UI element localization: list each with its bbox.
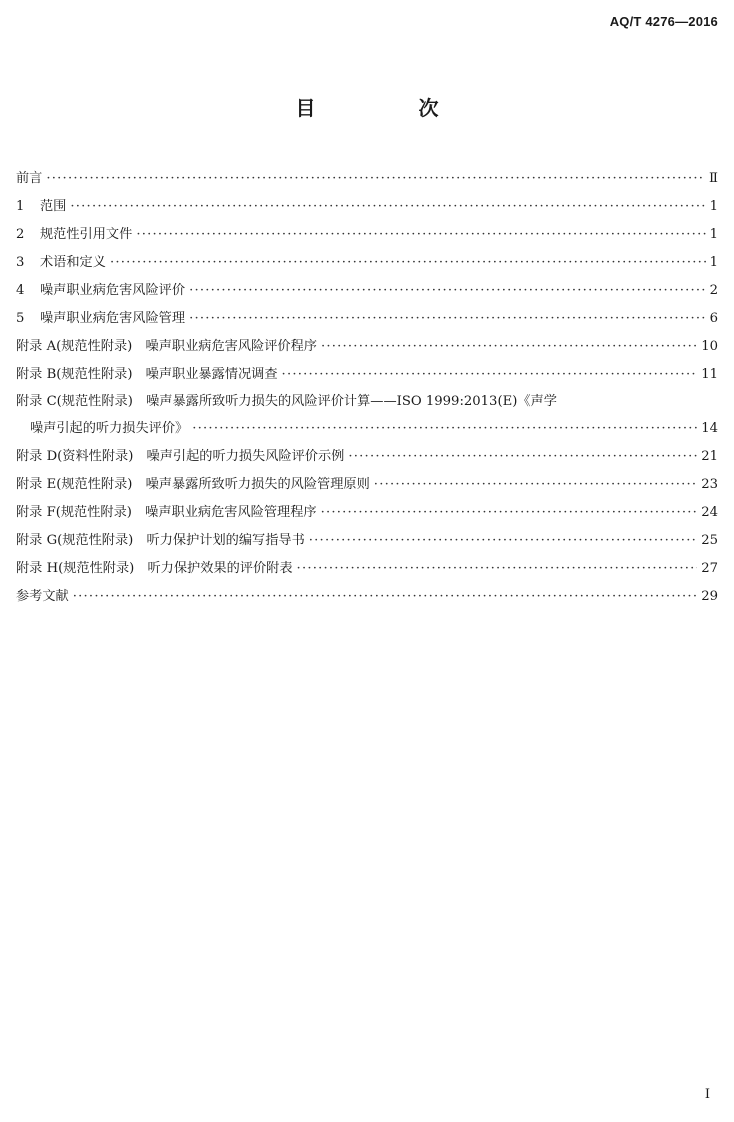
- toc-page: 27: [701, 561, 718, 576]
- toc-page: 23: [701, 477, 718, 492]
- toc-leader: [136, 221, 705, 249]
- toc-leader: [192, 415, 697, 443]
- toc-number: 2: [16, 227, 25, 242]
- toc-page: 11: [701, 367, 718, 382]
- toc-leader: [321, 333, 697, 361]
- toc-leader: [189, 277, 706, 305]
- toc-entry-annex-b[interactable]: [16, 361, 718, 389]
- toc-leader: [46, 165, 705, 193]
- toc-entry-2[interactable]: [16, 221, 718, 249]
- table-of-contents: [16, 165, 718, 611]
- toc-page: 6: [709, 311, 718, 326]
- toc-page: 24: [701, 505, 718, 520]
- toc-entry-3[interactable]: [16, 249, 718, 277]
- toc-entry-annex-c[interactable]: [16, 389, 718, 443]
- toc-entry-annex-h[interactable]: [16, 555, 718, 583]
- toc-page: 1: [709, 255, 718, 270]
- page-title: 目 次: [295, 96, 487, 120]
- toc-entry-annex-e[interactable]: [16, 471, 718, 499]
- toc-entry-1[interactable]: [16, 193, 718, 221]
- toc-leader: [297, 555, 698, 583]
- toc-label: 规范性引用文件: [40, 227, 133, 242]
- toc-number: 5: [16, 311, 25, 326]
- toc-label: 噪声职业病危害风险管理: [40, 311, 186, 326]
- toc-label: 术语和定义: [40, 255, 106, 270]
- toc-label: 前言: [16, 171, 43, 186]
- toc-entry-annex-d[interactable]: [16, 443, 718, 471]
- toc-entry-4[interactable]: [16, 277, 718, 305]
- toc-number: 1: [16, 199, 25, 214]
- toc-page: 14: [701, 421, 718, 436]
- toc-label: 附录 A(规范性附录) 噪声职业病危害风险评价程序: [16, 339, 317, 354]
- toc-page: Ⅱ: [709, 171, 718, 186]
- toc-label: 噪声职业病危害风险评价: [40, 283, 186, 298]
- document-code: AQ/T 4276—2016: [609, 14, 718, 29]
- toc-leader: [282, 361, 698, 389]
- toc-leader: [309, 527, 697, 555]
- toc-page: 1: [709, 227, 718, 242]
- toc-number: 3: [16, 255, 25, 270]
- toc-page: 10: [701, 339, 718, 354]
- toc-leader: [348, 443, 697, 471]
- toc-page: 21: [701, 449, 718, 464]
- toc-leader: [321, 499, 698, 527]
- toc-entry-foreword[interactable]: [16, 165, 718, 193]
- toc-page: 2: [709, 283, 718, 298]
- toc-page: 29: [701, 589, 718, 604]
- toc-label: 附录 C(规范性附录) 噪声暴露所致听力损失的风险评价计算——ISO 1999:2013(E)《声学: [16, 394, 557, 409]
- toc-leader: [73, 583, 697, 611]
- toc-leader: [110, 249, 706, 277]
- toc-label: 附录 B(规范性附录) 噪声职业暴露情况调查: [16, 367, 278, 382]
- toc-entry-annex-a[interactable]: [16, 333, 718, 361]
- toc-leader: [374, 471, 697, 499]
- toc-leader: [189, 305, 706, 333]
- toc-label: 附录 D(资料性附录) 噪声引起的听力损失风险评价示例: [16, 449, 345, 464]
- toc-label: 附录 F(规范性附录) 噪声职业病危害风险管理程序: [16, 505, 317, 520]
- toc-entry-annex-g[interactable]: [16, 527, 718, 555]
- toc-label: 范围: [40, 199, 67, 214]
- toc-label: 参考文献: [16, 589, 69, 604]
- toc-label: 附录 G(规范性附录) 听力保护计划的编写指导书: [16, 533, 305, 548]
- toc-page: 1: [709, 199, 718, 214]
- toc-label: 附录 H(规范性附录) 听力保护效果的评价附表: [16, 561, 293, 576]
- toc-label-continued: 噪声引起的听力损失评价》: [30, 421, 189, 436]
- toc-page: 25: [701, 533, 718, 548]
- toc-number: 4: [16, 283, 25, 298]
- toc-leader: [70, 193, 705, 221]
- toc-entry-5[interactable]: [16, 305, 718, 333]
- page-number: I: [704, 1087, 710, 1102]
- toc-entry-annex-f[interactable]: [16, 499, 718, 527]
- toc-label: 附录 E(规范性附录) 噪声暴露所致听力损失的风险管理原则: [16, 477, 370, 492]
- toc-entry-bibliography[interactable]: [16, 583, 718, 611]
